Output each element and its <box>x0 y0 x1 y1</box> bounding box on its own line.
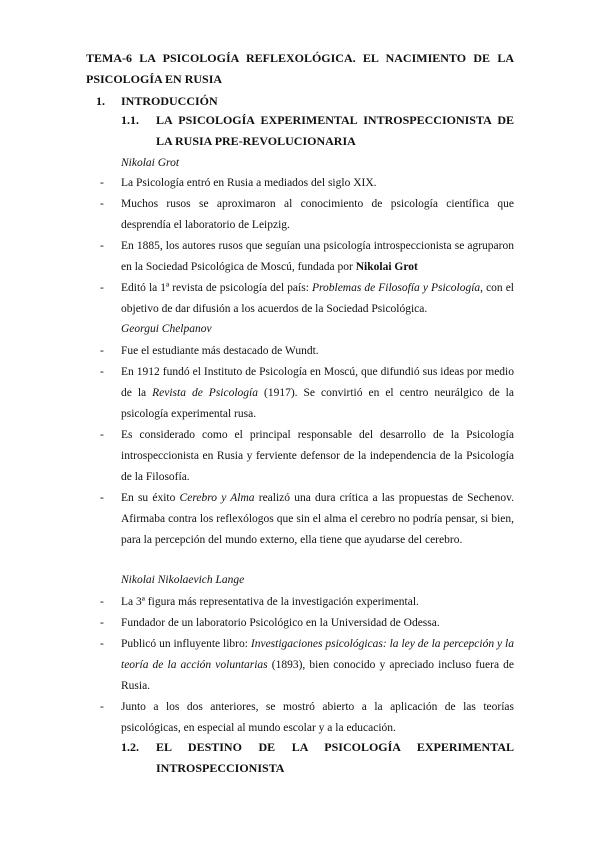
text-segment: (1917). Se convirtió en el centro neurálgico de la psicología experimental rusa. <box>121 387 514 421</box>
bullet-dash: - <box>100 282 104 294</box>
text-segment: realizó una dura crítica a las propuestas de Sechenov. Afirmaba contra los reflexólogos que sin el alma el cerebro no podría pensar, si bien, para la percepción del mundo externo, ella tiene que ayudarse del cerebro. <box>121 492 514 547</box>
list-item <box>100 697 514 739</box>
list-item <box>100 278 514 320</box>
journal-title: Problemas de Filosofía y Psicología <box>311 282 481 294</box>
bullet-dash: - <box>100 617 104 629</box>
document-title: TEMA-6 LA PSICOLOGÍA REFLEXOLÓGICA. EL NACIMIENTO DE LA PSICOLOGÍA EN RUSIA <box>86 51 514 86</box>
subsection-label: EL DESTINO DE LA PSICOLOGÍA EXPERIMENTAL INTROSPECCIONISTA <box>156 740 514 775</box>
list-item-text: Muchos rusos se aproximaron al conocimiento de psicología científica que desprendía el laboratorio de Leipzig. <box>121 198 514 232</box>
bullet-dash: - <box>100 240 104 252</box>
bullet-dash: - <box>100 198 104 210</box>
text-segment: Editó la 1ª revista de psicología del país: <box>121 282 312 294</box>
author-heading-chelpanov: Georgui Chelpanov <box>121 323 212 335</box>
emphasis-name: Nikolai Grot <box>355 261 418 274</box>
list-item <box>100 194 514 236</box>
bullet-dash: - <box>100 429 104 441</box>
section-label: INTRODUCCIÓN <box>121 94 218 108</box>
subsection-number: 1.1. <box>121 113 139 127</box>
bullet-dash: - <box>100 345 104 357</box>
list-item-text: Junto a los dos anteriores, se mostró abierto a la aplicación de las teorías psicológicas, en especial al mundo escolar y a la educación. <box>121 701 514 735</box>
list-item <box>100 173 514 194</box>
bullet-dash: - <box>100 492 104 504</box>
subsection-number: 1.2. <box>121 740 139 754</box>
list-item <box>100 488 514 552</box>
list-item <box>100 236 514 278</box>
subsection-heading-1-1 <box>121 110 514 152</box>
list-item-text: Fue el estudiante más destacado de Wundt. <box>121 345 319 357</box>
bullet-dash: - <box>100 596 104 608</box>
list-item-text: La 3ª figura más representativa de la investigación experimental. <box>121 596 419 608</box>
list-item <box>100 362 514 426</box>
text-segment: En 1885, los autores rusos que seguían una psicología introspeccionista se agruparon en la Sociedad Psicológica de Moscú, fundada por <box>121 240 514 274</box>
section-number: 1. <box>96 94 105 108</box>
list-item <box>100 425 514 489</box>
text-segment: Publicó un influyente libro: <box>121 638 251 650</box>
list-item <box>100 613 514 634</box>
list-item-text: La Psicología entró en Rusia a mediados del siglo XIX. <box>121 177 377 189</box>
list-item-text <box>121 362 514 426</box>
author-heading-lange: Nikolai Nikolaevich Lange <box>121 574 245 586</box>
subsection-heading-1-2 <box>121 737 514 779</box>
text-segment: (1893), bien conocido y apreciado incluso fuera de Rusia. <box>121 659 514 693</box>
list-item-text <box>121 634 514 698</box>
journal-title: Revista de Psicología <box>152 387 258 400</box>
list-item-text <box>121 278 514 320</box>
bullet-dash: - <box>100 701 104 713</box>
list-item-text: Es considerado como el principal responsable del desarrollo de la Psicología introspeccionista en Rusia y ferviente defensor de la independencia de la Psicología de la Filosofía. <box>121 429 514 484</box>
text-segment: En 1912 fundó el Instituto de Psicología en Moscú, que difundió sus ideas por medio de la <box>121 366 514 400</box>
list-item <box>100 341 514 362</box>
list-item-text: Fundador de un laboratorio Psicológico en la Universidad de Odessa. <box>121 617 440 629</box>
list-item <box>100 634 514 698</box>
list-item-text <box>121 488 514 552</box>
book-title: Cerebro y Alma <box>179 492 255 504</box>
bullet-dash: - <box>100 177 104 189</box>
author-heading-grot: Nikolai Grot <box>121 157 180 169</box>
subsection-label: LA PSICOLOGÍA EXPERIMENTAL INTROSPECCIONISTA DE LA RUSIA PRE-REVOLUCIONARIA <box>156 113 514 148</box>
book-title: Investigaciones psicológicas: la ley de la percepción y la teoría de la acción voluntarias <box>121 638 515 672</box>
text-segment: En su éxito <box>121 492 180 504</box>
text-segment: , con el objetivo de dar difusión a los acuerdos de la Sociedad Psicológica. <box>121 282 514 316</box>
bullet-dash: - <box>100 366 104 378</box>
section-heading-introduccion <box>96 94 218 108</box>
list-item <box>100 592 514 613</box>
list-item-text <box>121 236 514 278</box>
bullet-dash: - <box>100 638 104 650</box>
